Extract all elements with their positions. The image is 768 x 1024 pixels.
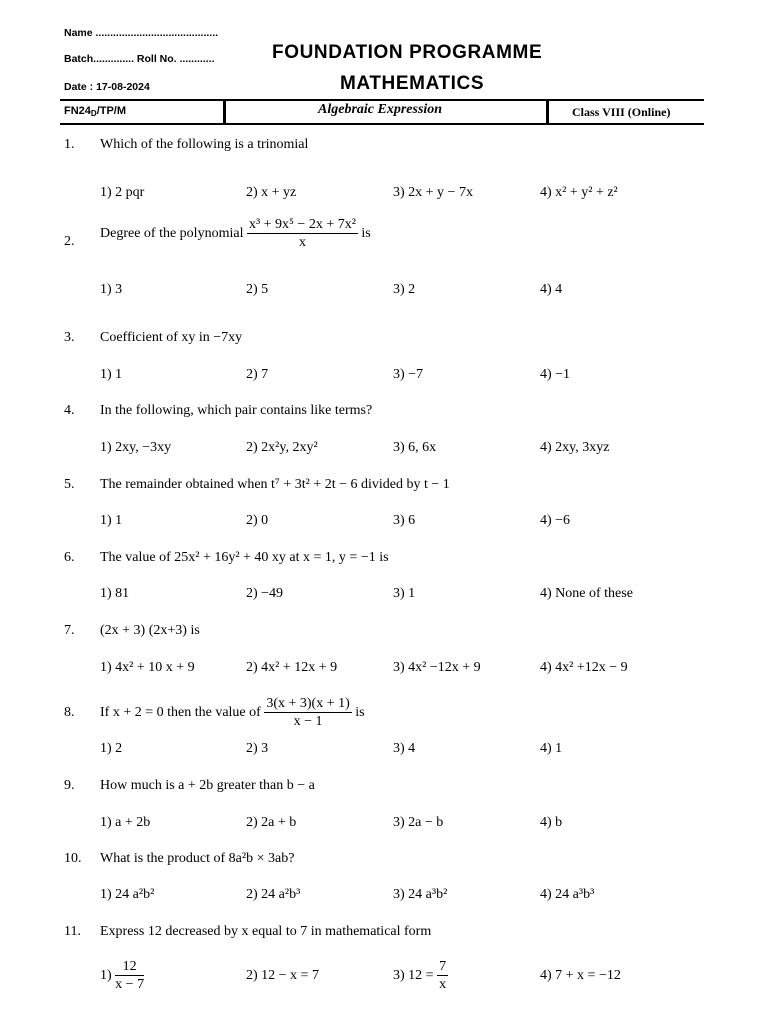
paper-code: $FN24_D/TP/M$ (64, 105, 127, 118)
header-band-divider (546, 99, 549, 125)
option: 4) None of these (540, 586, 633, 601)
option: 1) 1 (100, 513, 123, 528)
option: 1) 2xy, −3xy (100, 440, 172, 455)
fraction: $\frac{7}{x}$ (439, 959, 447, 992)
question-text: Express 12 decreased by x equal to 7 in mathematical form (100, 924, 432, 939)
header-band-divider (223, 99, 226, 125)
option: 2) 5 (246, 282, 269, 297)
option: 3) 1 (393, 586, 416, 601)
question-number: 6. (64, 550, 75, 565)
option: 3) 2a − b (393, 815, 444, 830)
question-text: What is the product of 8a²b × 3ab? (100, 851, 295, 866)
question-text: (2x + 3) (2x+3) is (100, 623, 200, 638)
option: 2) 12 − x = 7 (246, 968, 319, 983)
option: 1) 2 pqr (100, 185, 145, 200)
option: 2) 24 a²b³ (246, 887, 301, 902)
question-number: 2. (64, 234, 75, 249)
option: 3) 6, 6x (393, 440, 437, 455)
question-number: 1. (64, 137, 75, 152)
topic-heading: Algebraic Expression (318, 102, 443, 117)
option: 3) 4 (393, 741, 416, 756)
option: 2) 2a + b (246, 815, 297, 830)
option: 3) 2x + y − 7x (393, 185, 473, 200)
option: 3) 2 (393, 282, 416, 297)
option: 4) −1 (540, 367, 571, 382)
question-number: 9. (64, 778, 75, 793)
batch-roll-label: Batch.............. Roll No. ............ (64, 53, 215, 65)
option: 2) 0 (246, 513, 269, 528)
question-text: If x + 2 = 0 then the value of $\frac{3(x + 3)(x + 1)}{x - 1}$ is (100, 696, 365, 729)
question-number: 3. (64, 330, 75, 345)
fraction: $\frac{\text{x³ + 9x⁵ − 2x + 7x²}}{x}$ (248, 217, 356, 250)
programme-title: FOUNDATION PROGRAMME (272, 42, 543, 63)
date-label: Date : 17-08-2024 (64, 81, 150, 93)
option: 2) −49 (246, 586, 284, 601)
option: 4) 2xy, 3xyz (540, 440, 610, 455)
option: 1) 4x² + 10 x + 9 (100, 660, 195, 675)
question-text: Coefficient of xy in −7xy (100, 330, 243, 345)
option: 1) 2 (100, 741, 123, 756)
fraction: $\frac{3(x + 3)(x + 1)}{x - 1}$ (266, 696, 350, 729)
option: 4) −6 (540, 513, 571, 528)
option: 1) 81 (100, 586, 130, 601)
option: 1) $\frac{12}{x - 7}$ (100, 959, 145, 992)
option: 2) 3 (246, 741, 269, 756)
option: 1) 24 a²b² (100, 887, 155, 902)
option: 2) 2x²y, 2xy² (246, 440, 318, 455)
option: 2) 4x² + 12x + 9 (246, 660, 338, 675)
question-text: How much is a + 2b greater than b − a (100, 778, 315, 793)
subject-title: MATHEMATICS (340, 73, 485, 94)
question-number: 7. (64, 623, 75, 638)
option: 4) 4x² +12x − 9 (540, 660, 628, 675)
question-number: 4. (64, 403, 75, 418)
question-text: The remainder obtained when t⁷ + 3t² + 2t − 6 divided by t − 1 (100, 477, 450, 492)
option: 1) a + 2b (100, 815, 151, 830)
class-label: Class VIII (Online) (572, 105, 671, 119)
question-number: 8. (64, 705, 75, 720)
option: 2) 7 (246, 367, 269, 382)
option: 3) 6 (393, 513, 416, 528)
option: 3) −7 (393, 367, 424, 382)
option: 2) x + yz (246, 185, 297, 200)
question-number: 11. (64, 924, 81, 939)
question-number: 5. (64, 477, 75, 492)
name-field-label: Name .......................................... (64, 27, 219, 39)
option: 4) 1 (540, 741, 563, 756)
option: 4) x² + y² + z² (540, 185, 618, 200)
option: 1) 1 (100, 367, 123, 382)
option: 3) 24 a³b² (393, 887, 448, 902)
option: 4) 7 + x = −12 (540, 968, 621, 983)
option: 1) 3 (100, 282, 123, 297)
header-band-bottom-rule (60, 123, 704, 125)
question-text: The value of 25x² + 16y² + 40 xy at x = 1, y = −1 is (100, 550, 389, 565)
header-band-top-rule (60, 99, 704, 101)
question-text: Which of the following is a trinomial (100, 137, 309, 152)
option: 3) 4x² −12x + 9 (393, 660, 481, 675)
fraction: $\frac{12}{x - 7}$ (115, 959, 145, 992)
option: 3) 12 = $\frac{7}{x}$ (393, 959, 447, 992)
option: 4) b (540, 815, 563, 830)
question-text: In the following, which pair contains like terms? (100, 403, 373, 418)
option: 4) 4 (540, 282, 563, 297)
option: 4) 24 a³b³ (540, 887, 595, 902)
question-number: 10. (64, 851, 82, 866)
question-text: Degree of the polynomial $\frac{\text{x³ + 9x⁵ − 2x + 7x²}}{x}$ is (100, 217, 371, 250)
